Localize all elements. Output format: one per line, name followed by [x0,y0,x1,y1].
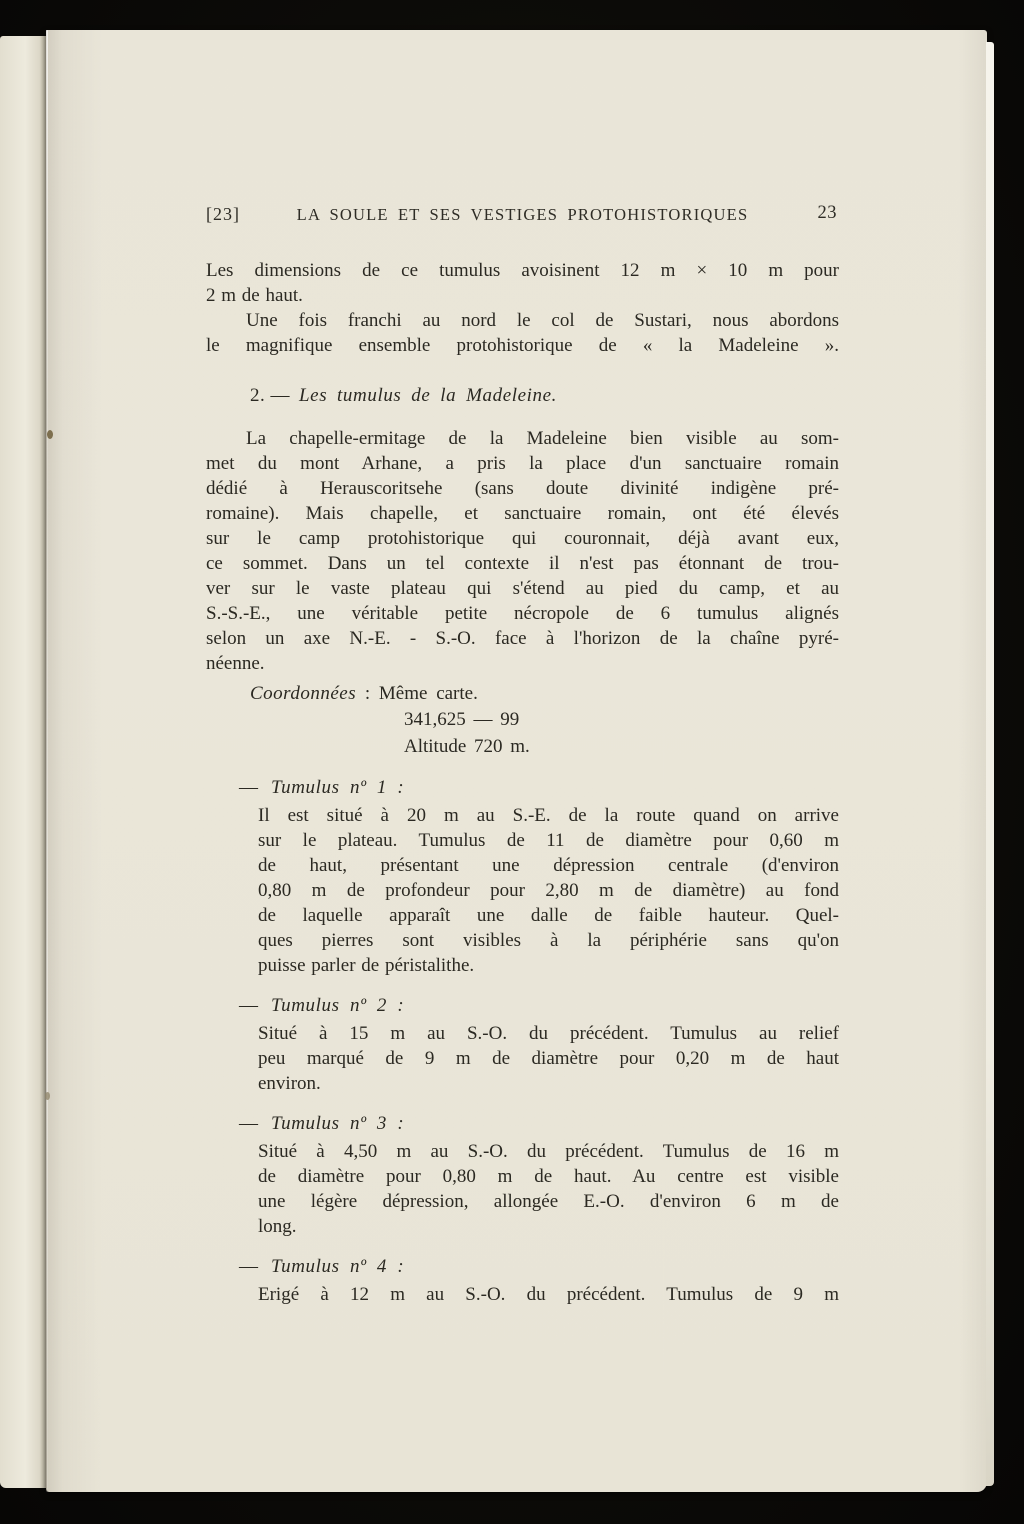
text-line: de laquelle apparaît une dalle de faible hauteur. Quel- [258,905,839,926]
tumulus-description [258,1021,839,1096]
coordinates-label-line [206,681,839,706]
text-line: ques pierres sont visibles à la périphérie sans qu'on [258,930,839,951]
text-line: dédié à Herauscoritsehe (sans doute divinité indigène pré- [206,478,839,499]
text-line: environ. [258,1073,321,1094]
tumulus-description [258,803,839,978]
facing-page-edge [0,36,46,1488]
tumulus-heading [239,1111,839,1136]
section-number: 2. — [250,385,290,406]
tumulus-heading [239,775,839,800]
page-text-blocks [206,258,839,1307]
header-title: LA SOULE ET SES VESTIGES PROTOHISTORIQUES [296,205,749,224]
dash: — [239,1113,258,1134]
tumulus-description [258,1139,839,1239]
text-line: long. [258,1216,297,1237]
page-stack-edge [986,42,994,1486]
text-line: sur le camp protohistorique qui couronnait, déjà avant eux, [206,528,839,549]
text-line: de haut, présentant une dépression centrale (d'environ [258,855,839,876]
text-line: ce sommet. Dans un tel contexte il n'est pas étonnant de trou- [206,553,839,574]
running-header [206,202,839,227]
tumulus-title: Tumulus nº 2 : [271,995,405,1016]
text-line: Il est situé à 20 m au S.-E. de la route quand on arrive [258,805,839,826]
text-line: de diamètre pour 0,80 m de haut. Au centre est visible [258,1166,839,1187]
coordinates-value: : Même carte. [356,683,478,704]
text-line: S.-S.-E., une véritable petite nécropole de 6 tumulus alignés [206,603,839,624]
coordinates-label: Coordonnées [250,683,357,704]
tumulus-title: Tumulus nº 4 : [271,1256,405,1277]
text-line: Situé à 15 m au S.-O. du précédent. Tumulus au relief [258,1023,839,1044]
coordinates-line: 341,625 — 99 [404,709,520,730]
text-line: La chapelle-ermitage de la Madeleine bien visible au som- [246,428,839,449]
tumulus-description [258,1282,839,1307]
tumulus-title: Tumulus nº 1 : [271,777,405,798]
text-line: met du mont Arhane, a pris la place d'un sanctuaire romain [206,453,839,474]
text-line: 0,80 m de profondeur pour 2,80 m de diamètre) au fond [258,880,839,901]
header-page-number: 23 [817,203,837,223]
coordinates-line: Altitude 720 m. [404,736,530,757]
text-line: romaine). Mais chapelle, et sanctuaire romain, ont été élevés [206,503,839,524]
text-line: Une fois franchi au nord le col de Sustari, nous abordons [246,310,839,331]
text-line: néenne. [206,653,265,674]
text-line: selon un axe N.-E. - S.-O. face à l'horizon de la chaîne pyré- [206,628,839,649]
text-line: peu marqué de 9 m de diamètre pour 0,20 m de haut [258,1048,839,1069]
page-content [47,30,987,1492]
paragraph [206,426,839,676]
text-line: Les dimensions de ce tumulus avoisinent 12 m × 10 m pour [206,260,839,281]
text-line: 2 m de haut. [206,285,303,306]
dash: — [239,1256,258,1277]
dash: — [239,777,258,798]
tumulus-heading [239,993,839,1018]
book-page [46,30,987,1492]
text-line: ver sur le vaste plateau qui s'étend au pied du camp, et au [206,578,839,599]
text-line: le magnifique ensemble protohistorique de « la Madeleine ». [206,335,839,356]
text-line: Situé à 4,50 m au S.-O. du précédent. Tumulus de 16 m [258,1141,839,1162]
paragraph [206,308,839,358]
header-bracket-number: [23] [206,204,240,224]
text-line: puisse parler de péristalithe. [258,955,475,976]
coordinates-block [206,681,839,760]
section-title: Les tumulus de la Madeleine. [299,385,558,406]
text-line: Erigé à 12 m au S.-O. du précédent. Tumulus de 9 m [258,1284,839,1305]
tumulus-heading [239,1254,839,1279]
dash: — [239,995,258,1016]
text-line: une légère dépression, allongée E.-O. d'environ 6 m de [258,1191,839,1212]
tumulus-title: Tumulus nº 3 : [271,1113,405,1134]
paragraph [206,258,839,308]
section-heading [250,383,839,408]
text-line: sur le plateau. Tumulus de 11 de diamètre pour 0,60 m [258,830,839,851]
